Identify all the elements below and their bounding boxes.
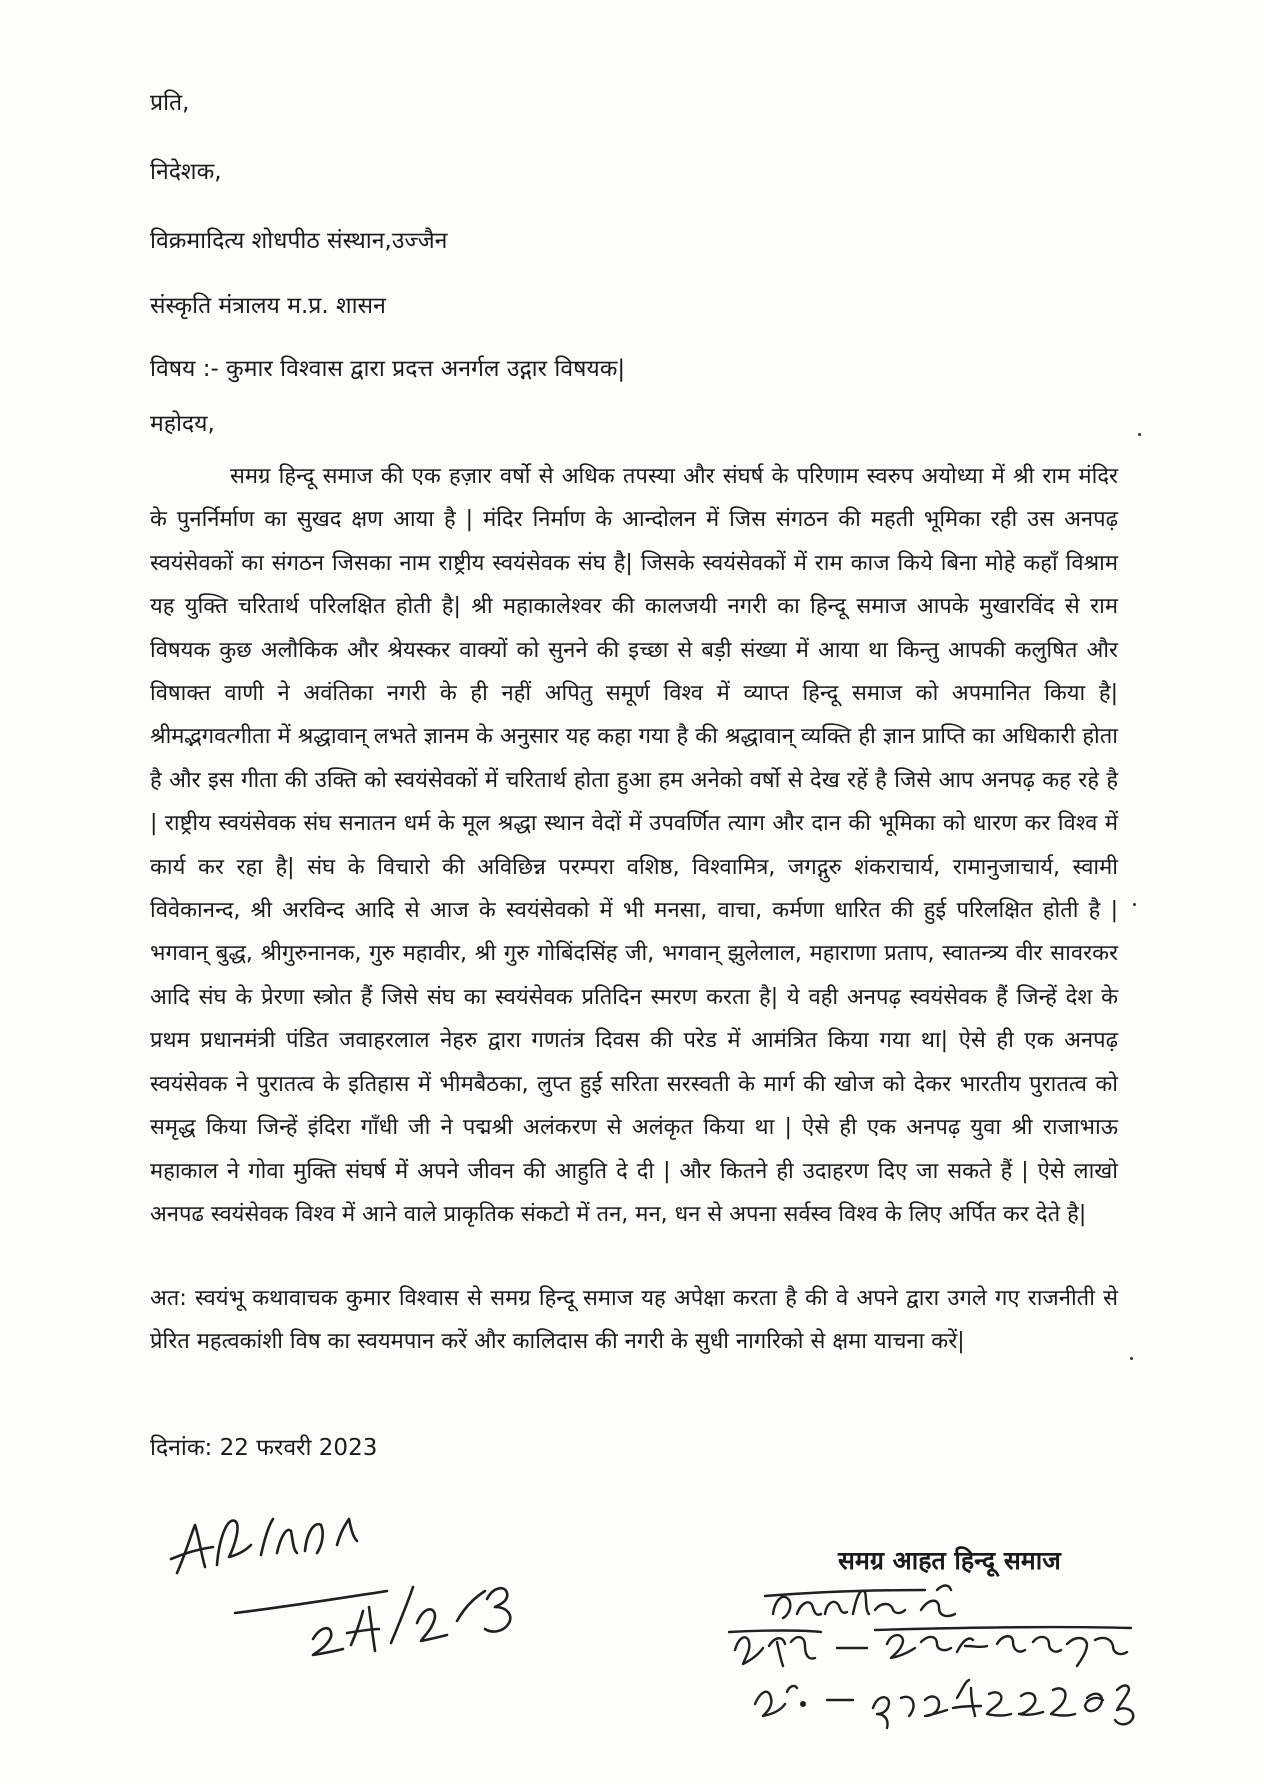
letter-body [150,455,1118,1236]
letter-body-text: समग्र हिन्दू समाज की एक हज़ार वर्षो से अधिक तपस्या और संघर्ष के परिणाम स्वरुप अयोध्या में श्री राम मंदिर के पुनर्निर्माण का सुखद क्षण आया है | मंदिर निर्माण के आन्दोलन में जिस संगठन की महती भूमिका रही उस अनपढ़ स्वयंसेवकों का संगठन जिसका नाम राष्ट्रीय स्वयंसेवक संघ है| जिसके स्वयंसेवकों में राम काज किये बिना मोहे कहाँ विश्राम यह युक्ति चरितार्थ परिलक्षित होती है| श्री महाकालेश्वर की कालजयी नगरी का हिन्दू समाज आपके मुखारविंद से राम विषयक कुछ अलौकिक और श्रेयस्कर वाक्यों को सुनने की इच्छा से बड़ी संख्या में आया था किन्तु आपकी कलुषित और विषाक्त वाणी ने अवंतिका नगरी के ही नहीं अपितु समूर्ण विश्व में व्याप्त हिन्दू समाज को अपमानित किया है| श्रीमद्भगवत्गीता में श्रद्धावान् लभते ज्ञानम के अनुसार यह कहा गया है की श्रद्धावान् व्यक्ति ही ज्ञान प्राप्ति का अधिकारी होता है और इस गीता की उक्ति को स्वयंसेवकों में चरितार्थ होता हुआ हम अनेको वर्षो से देख रहें है जिसे आप अनपढ़ कह रहे है | राष्ट्रीय स्वयंसेवक संघ सनातन धर्म के मूल श्रद्धा स्थान वेदों में उपवर्णित त्याग और दान की भूमिका को धारण कर विश्व में कार्य कर रहा है| संघ के विचारो की अविछिन्न परम्परा वशिष्ठ, विश्वामित्र, जगद्गुरु शंकराचार्य, रामानुजाचार्य, स्वामी विवेकानन्द, श्री अरविन्द आदि से आज के स्वयंसेवको में भी मनसा, वाचा, कर्मणा धारित की हुई परिलक्षित होती है | भगवान् बुद्ध, श्रीगुरुनानक, गुरु महावीर, श्री गुरु गोबिंदसिंह जी, भगवान् झुलेलाल, महाराणा प्रताप, स्वातन्त्र्य वीर सावरकर आदि संघ के प्रेरणा स्त्रोत हैं जिसे संघ का स्वयंसेवक प्रतिदिन स्मरण करता है| ये वही अनपढ़ स्वयंसेवक हैं जिन्हें देश के प्रथम प्रधानमंत्री पंडित जवाहरलाल नेहरु द्वारा गणतंत्र दिवस की परेड में आमंत्रित किया गया था| ऐसे ही एक अनपढ़ स्वयंसेवक ने पुरातत्व के इतिहास में भीमबैठका, लुप्त हुई सरिता सरस्वती के मार्ग की खोज को देकर भारतीय पुरातत्व को समृद्ध किया जिन्हें इंदिरा गाँधी जी ने पद्मश्री अलंकरण से अलंकृत किया था | ऐसे ही एक अनपढ़ युवा श्री राजाभाऊ महाकाल ने गोवा मुक्ति संघर्ष में अपने जीवन की आहुति दे दी | और कितने ही उदाहरण दिए जा सकते हैं | ऐसे लाखो अनपढ स्वयंसेवक विश्व में आने वाले प्राकृतिक संकटो में तन, मन, धन से अपना सर्वस्व विश्व के लिए अर्पित कर देते है| [150,464,1118,1227]
organization-name: समग्र आहत हिन्दू समाज [838,1546,1061,1575]
scan-speck [1130,1357,1133,1360]
letter-date: दिनांक: 22 फरवरी 2023 [150,1435,378,1461]
recipient-organization: विक्रमादित्य शोधपीठ संस्थान,उज्जैन [150,228,448,254]
left-signature-icon [165,1495,525,1675]
salutation: महोदय, [150,411,215,437]
addressee-prefix: प्रति, [150,90,190,116]
recipient-ministry: संस्कृति मंत्रालय म.प्र. शासन [150,293,386,319]
scan-speck [1138,433,1141,436]
closing-paragraph: अत: स्वयंभू कथावाचक कुमार विश्वास से समग्र हिन्दू समाज यह अपेक्षा करता है की वे अपने द्वारा उगले गए राजनीती से प्रेरित महत्वकांशी विष का स्वयमपान करें और कालिदास की नगरी के सुधी नागरिको से क्षमा याचना करें| [150,1286,1118,1354]
right-signature-icon [725,1580,1165,1770]
recipient-title: निदेशक, [150,159,222,185]
subject-line: विषय :- कुमार विश्वास द्वारा प्रदत्त अनर्गल उद्गार विषयक| [150,356,626,382]
scan-speck [1133,903,1136,906]
